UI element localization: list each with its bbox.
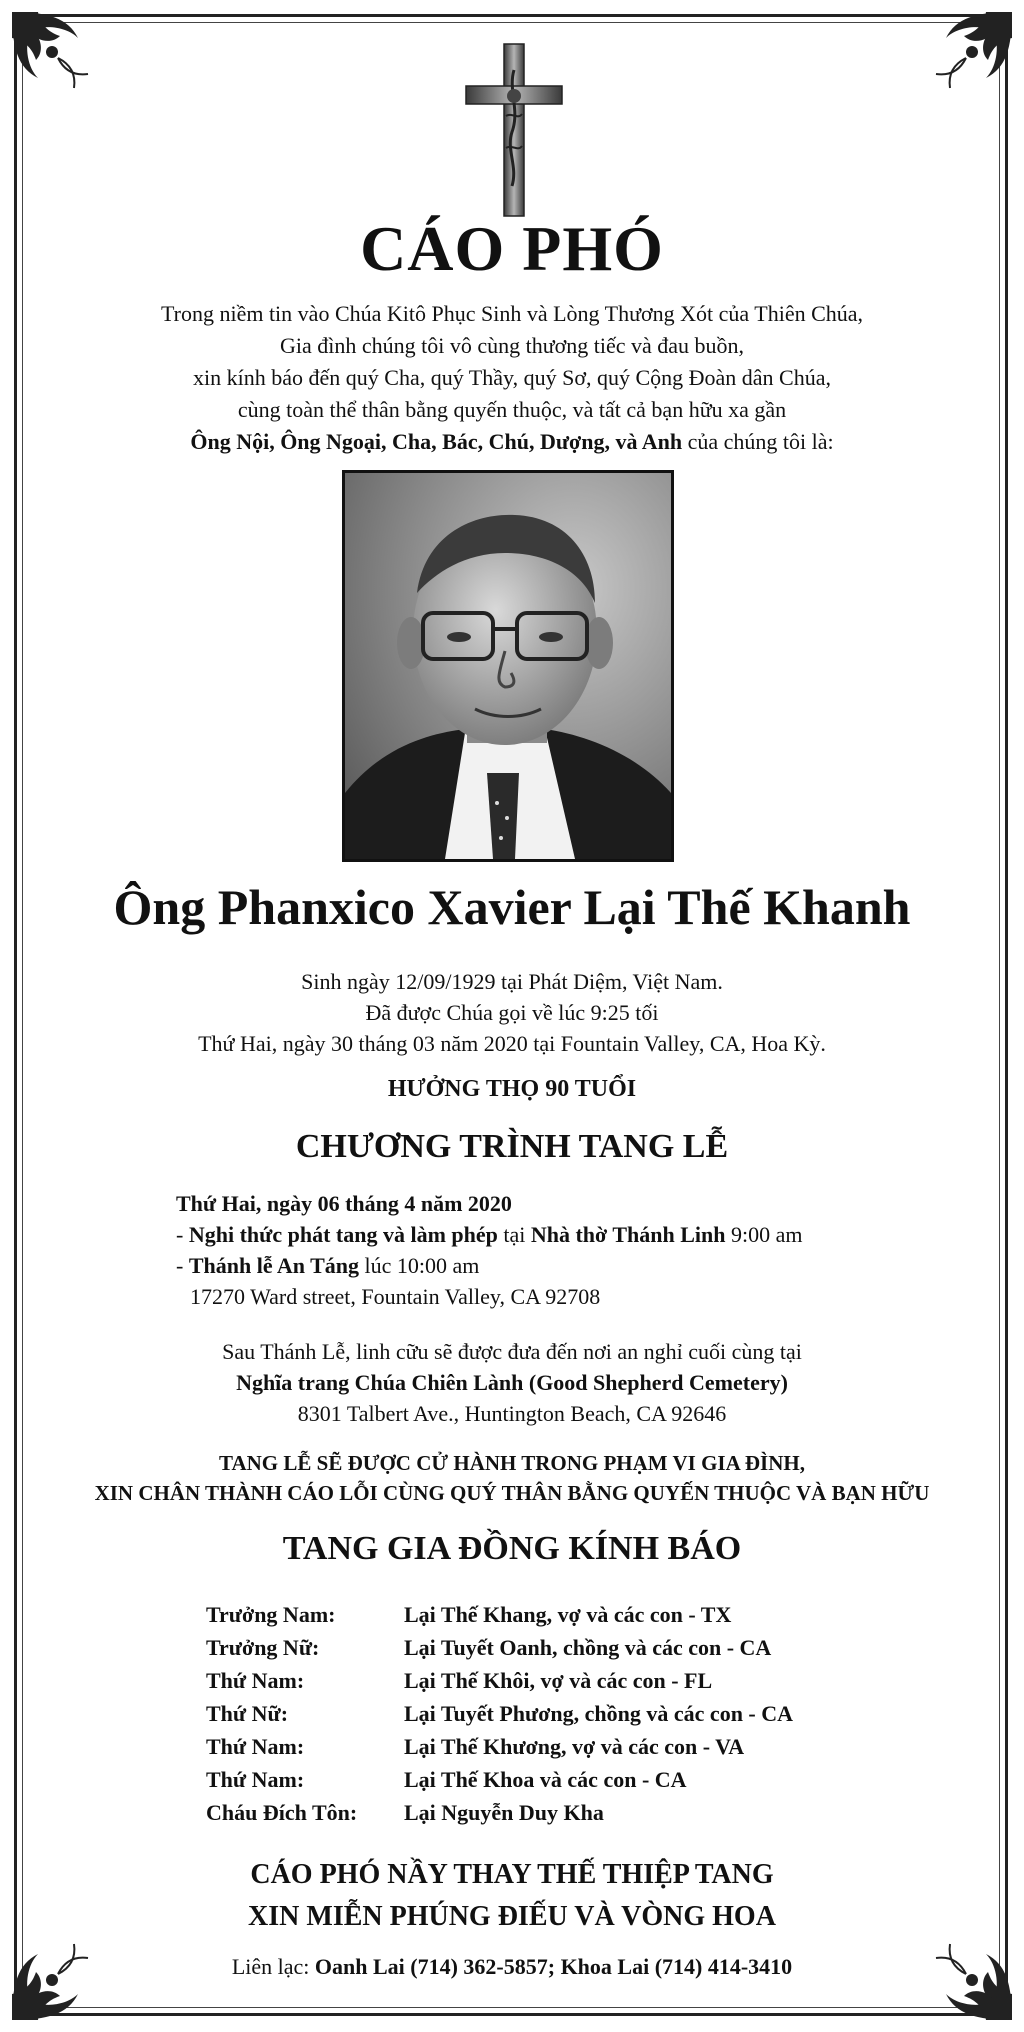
relations-text: Ông Nội, Ông Ngoại, Cha, Bác, Chú, Dượng, và Anh [190,429,683,454]
family-members: Lại Tuyết Phương, chồng và các con - CA [404,1701,794,1726]
program-date [176,1188,936,1219]
item-title: Thánh lễ An Táng [188,1253,360,1278]
intro-paragraph [60,298,964,458]
portrait-photo [342,470,674,862]
family-row [206,1598,793,1631]
intro-line [60,426,964,458]
cemetery-name-text: Nghĩa trang Chúa Chiên Lành (Good Shepherd Cemetery) [236,1370,788,1395]
intro-line: Gia đình chúng tôi vô cùng thương tiếc và đau buồn, [279,333,745,358]
item-time: 9:00 am [725,1222,803,1247]
closing-statement [0,1854,1024,1938]
closing-line: CÁO PHÓ NẦY THAY THẾ THIỆP TANG [250,1859,774,1890]
closing-line: XIN MIỄN PHÚNG ĐIẾU VÀ VÒNG HOA [248,1901,776,1932]
family-role: Trưởng Nữ: [206,1635,320,1660]
birth-info: Sinh ngày 12/09/1929 tại Phát Diệm, Việt Nam. [301,969,723,994]
intro-line-rest: của chúng tôi là: [682,429,834,454]
cross-icon [462,40,566,220]
family-role: Trưởng Nam: [206,1602,336,1627]
family-row [206,1730,793,1763]
church-address: 17270 Ward street, Fountain Valley, CA 92708 [190,1284,601,1309]
family-title: TANG GIA ĐỒNG KÍNH BÁO [282,1530,742,1567]
deceased-name: Ông Phanxico Xavier Lại Thế Khanh [113,879,911,935]
family-role: Thứ Nam: [206,1668,305,1693]
item-bullet: - [176,1222,189,1247]
life-dates [60,966,964,1059]
program-title: CHƯƠNG TRÌNH TANG LỄ [295,1128,729,1165]
family-members: Lại Thế Khôi, vợ và các con - FL [404,1668,713,1693]
item-bullet: - [176,1253,189,1278]
family-row [206,1763,793,1796]
program-date-text: Thứ Hai, ngày 06 tháng 4 năm 2020 [176,1191,512,1216]
intro-line: xin kính báo đến quý Cha, quý Thầy, quý Sơ, quý Cộng Đoàn dân Chúa, [193,365,831,390]
cemetery-address: 8301 Talbert Ave., Huntington Beach, CA 92646 [297,1401,727,1426]
funeral-program [176,1188,936,1312]
contact-info [0,1954,1024,1980]
death-time: Đã được Chúa gọi về lúc 9:25 tối [365,1000,659,1025]
death-date: Thứ Hai, ngày 30 tháng 03 năm 2020 tại Fountain Valley, CA, Hoa Kỳ. [198,1031,826,1056]
family-row [206,1631,793,1664]
age-line: HƯỞNG THỌ 90 TUỔI [387,1076,637,1102]
family-members: Lại Thế Khang, vợ và các con - TX [404,1602,732,1627]
family-role: Cháu Đích Tôn: [206,1800,358,1825]
program-item [176,1219,936,1250]
portrait-image [345,473,671,859]
item-place: Nhà thờ Thánh Linh [530,1222,726,1247]
intro-line: Trong niềm tin vào Chúa Kitô Phục Sinh và Lòng Thương Xót của Thiên Chúa, [160,301,864,326]
notice-line: XIN CHÂN THÀNH CÁO LỖI CÙNG QUÝ THÂN BẰNG QUYẾN THUỘC VÀ BẠN HỮU [94,1481,930,1505]
family-role: Thứ Nam: [206,1767,305,1792]
family-members: Lại Nguyễn Duy Kha [404,1800,604,1825]
family-members: Lại Thế Khoa và các con - CA [404,1767,687,1792]
item-connector: tại [497,1222,531,1247]
family-role: Thứ Nữ: [206,1701,289,1726]
program-item [176,1250,936,1281]
item-title: Nghi thức phát tang và làm phép [188,1222,498,1247]
family-list [206,1598,793,1829]
family-row [206,1796,793,1829]
family-members: Lại Tuyết Oanh, chồng và các con - CA [404,1635,772,1660]
family-row [206,1697,793,1730]
notice-line: TANG LỄ SẼ ĐƯỢC CỬ HÀNH TRONG PHẠM VI GIA ĐÌNH, [219,1451,805,1475]
family-members: Lại Thế Khương, vợ và các con - VA [404,1734,745,1759]
cemetery-name [60,1367,964,1398]
contact-label: Liên lạc: [231,1954,315,1979]
intro-line: cùng toàn thể thân bằng quyến thuộc, và tất cả bạn hữu xa gần [237,397,787,422]
family-row [206,1664,793,1697]
contact-details: Oanh Lai (714) 362-5857; Khoa Lai (714) 414-3410 [314,1954,793,1979]
burial-line: Sau Thánh Lễ, linh cữu sẽ được đưa đến nơi an nghỉ cuối cùng tại [222,1339,802,1364]
page-title: CÁO PHÓ [360,213,664,284]
family-notice [30,1448,994,1508]
item-time: lúc 10:00 am [359,1253,480,1278]
burial-info [60,1336,964,1429]
family-role: Thứ Nam: [206,1734,305,1759]
